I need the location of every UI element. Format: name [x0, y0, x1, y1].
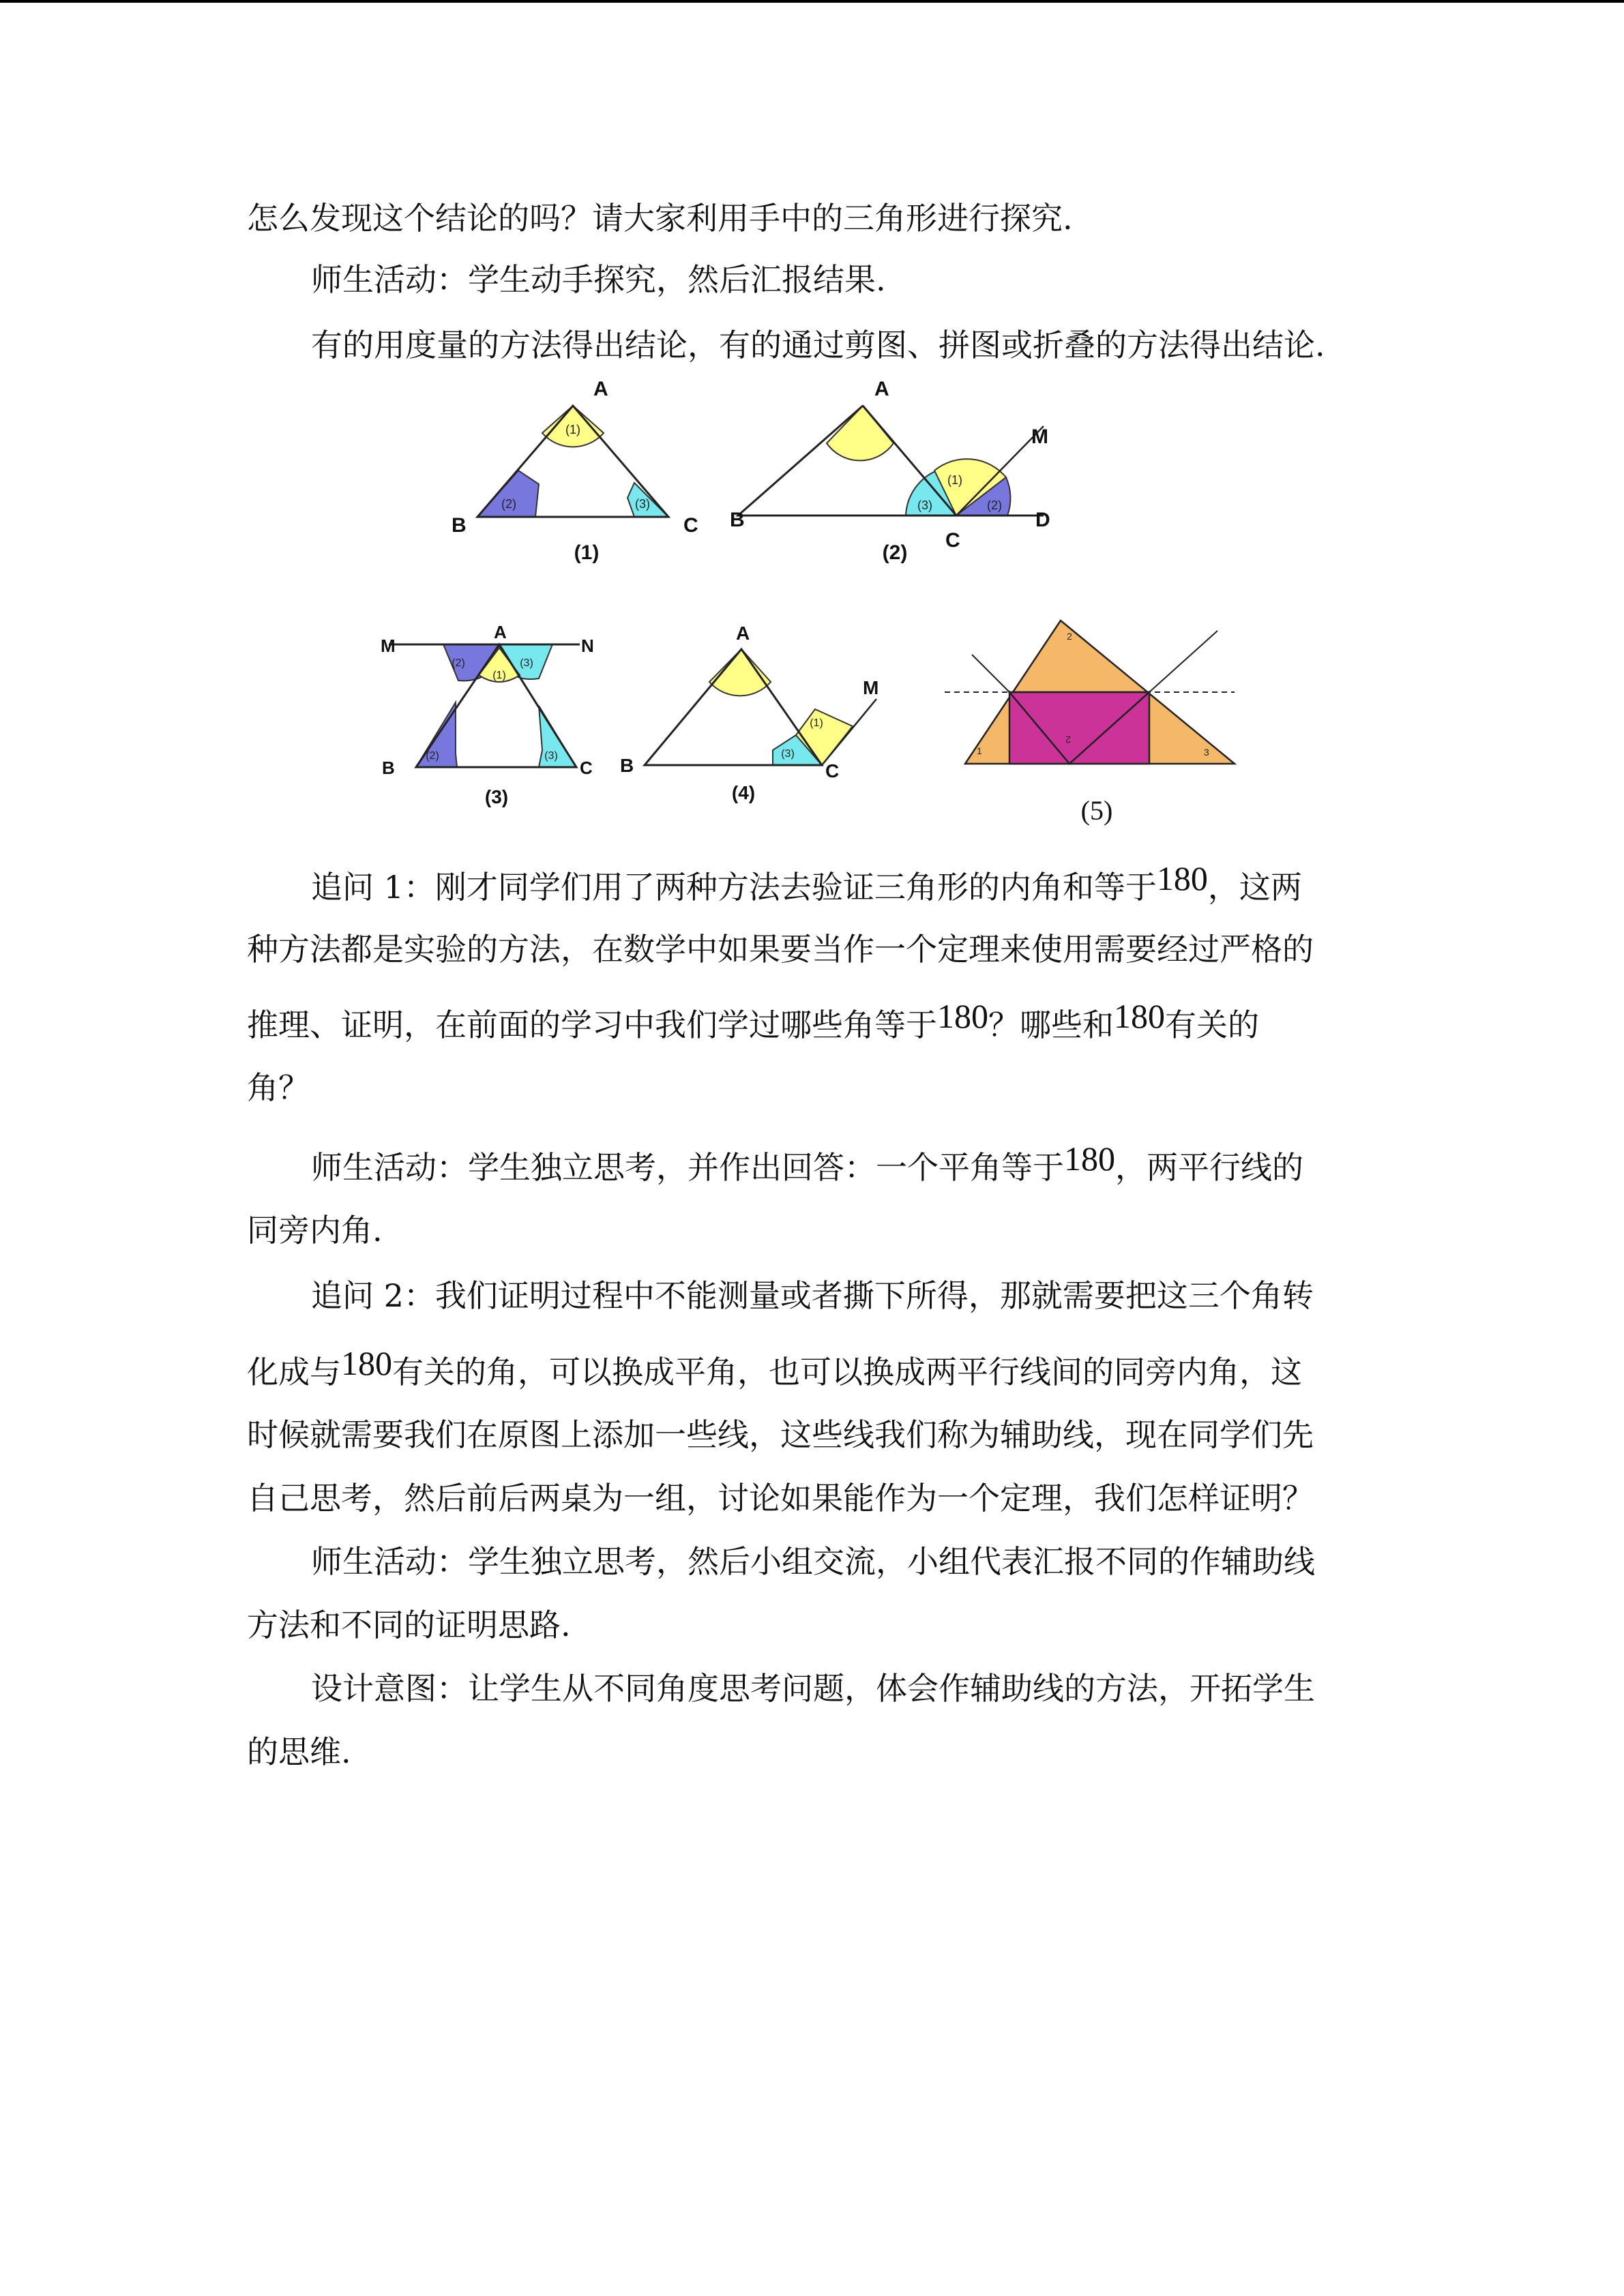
vertex-m-label: M [863, 677, 879, 698]
figure-1 [437, 368, 723, 573]
angle-2-b-label: (2) [426, 750, 439, 762]
vertex-a-label: A [736, 623, 750, 644]
figure-2 [723, 368, 1091, 573]
text-line: 设计意图：让学生从不同角度思考问题，体会作辅助线的方法，开拓学生 [311, 1670, 1315, 1707]
figure-caption: (1) [574, 541, 600, 564]
figure-caption: (4) [731, 782, 756, 803]
text-line: 化成与180有关的角，可以换成平角，也可以换成两平行线间的同旁内角，这 [247, 1344, 1302, 1390]
figure-3 [375, 621, 607, 811]
number-180: 180 [1156, 859, 1208, 897]
angle-1-piece [827, 406, 894, 460]
text-line: 师生活动：学生独立思考，然后小组交流，小组代表汇报不同的作辅助线 [311, 1543, 1315, 1580]
number-180: 180 [341, 1344, 392, 1382]
angle-1-piece [709, 649, 771, 696]
text-line: 师生活动：学生独立思考，并作出回答：一个平角等于180，两平行线的 [311, 1139, 1303, 1186]
text-line: 种方法都是实验的方法，在数学中如果要当作一个定理来使用需要经过严格的 [247, 931, 1314, 968]
text-line: 时候就需要我们在原图上添加一些线，这些线我们称为辅助线，现在同学们先 [247, 1416, 1314, 1453]
figure-4 [617, 614, 890, 818]
top-border [0, 0, 1624, 3]
number-180: 180 [1114, 997, 1165, 1035]
vertex-b-label: B [452, 514, 467, 537]
vertex-c-label: C [945, 529, 960, 552]
vertex-c-label: C [683, 514, 698, 537]
text-line: 自己思考，然后前后两桌为一组，讨论如果能作为一个定理，我们怎样证明？ [247, 1480, 1314, 1517]
vertex-c-label: C [580, 758, 593, 778]
vertex-m-label: M [1031, 426, 1048, 448]
number-180: 180 [937, 997, 988, 1035]
vertex-c-label: C [825, 760, 840, 781]
vertex-a-label: A [874, 378, 889, 400]
number-180: 180 [1064, 1139, 1115, 1178]
vertex-n-label: N [581, 636, 594, 656]
vertex-b-label: B [382, 758, 395, 778]
text-line: 推理、证明，在前面的学习中我们学过哪些角等于180？哪些和180有关的 [247, 997, 1259, 1043]
figure-5 [948, 621, 1241, 839]
text-line: 师生活动：学生动手探究，然后汇报结果. [311, 261, 886, 298]
figure-caption: (3) [484, 786, 509, 807]
vertex-b-label: B [620, 755, 634, 776]
angle-2-label: (2) [501, 497, 516, 511]
text-line: 追问 1：刚才同学们用了两种方法去验证三角形的内角和等于180，这两 [311, 859, 1302, 906]
vertex-a-label: A [494, 622, 507, 642]
angle-1-label: (1) [810, 717, 823, 729]
vertex-b-label: B [730, 509, 745, 531]
text-line: 的思维. [247, 1733, 351, 1770]
angle-3-c-label: (3) [544, 750, 558, 762]
text-line: 怎么发现这个结论的吗？请大家利用手中的三角形进行探究. [247, 200, 1073, 237]
angle-3-label: 3 [1204, 747, 1209, 758]
vertex-m-label: M [381, 636, 396, 656]
angle-2-top-label: 2 [1067, 631, 1072, 642]
angle-2-label: (2) [987, 498, 1002, 512]
angle-3-label: (3) [917, 498, 932, 512]
text-line: 方法和不同的证明思路. [247, 1607, 571, 1643]
text-line: 有的用度量的方法得出结论，有的通过剪图、拼图或折叠的方法得出结论. [311, 327, 1325, 363]
angle-1-label: 1 [977, 745, 982, 756]
angle-1-label: (1) [947, 473, 962, 487]
angle-1-label: (1) [492, 670, 506, 681]
text-line: 角？ [247, 1069, 310, 1106]
vertex-d-label: D [1035, 509, 1050, 531]
vertex-a-label: A [593, 378, 608, 400]
angle-1-label: (1) [565, 423, 580, 436]
angle-3-label: (3) [781, 748, 795, 760]
text-line: 追问 2：我们证明过程中不能测量或者撕下所得，那就需要把这三个角转 [311, 1277, 1314, 1314]
figure-caption: (2) [882, 541, 908, 564]
angle-2-bottom-label: 2 [1065, 734, 1071, 745]
angle-3-label: (3) [635, 497, 650, 511]
angle-3-label: (3) [520, 657, 533, 669]
angle-2-label: (2) [452, 657, 465, 669]
figure-caption: (5) [1080, 795, 1113, 826]
text-line: 同旁内角. [247, 1212, 383, 1249]
